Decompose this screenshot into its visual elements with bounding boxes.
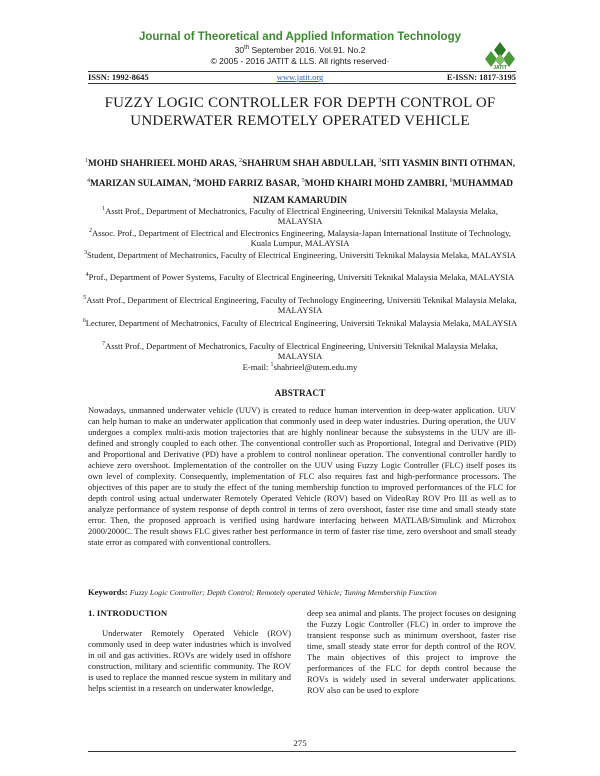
affiliation: $^5$Asstt Prof., Department of Electrical Engineering, Faculty of Technology Engineering, Universiti Teknikal Malaysia Melaka, MALAYSIA <box>83 294 517 316</box>
affiliation: $^4$Prof., Department of Power Systems, Faculty of Electrical Engineering, Universiti Teknikal Malaysia Melaka, MALAYSIA <box>85 271 515 282</box>
page-number: 275 <box>293 738 307 748</box>
section-heading: 1. INTRODUCTION <box>88 608 168 618</box>
author: MOHD FARRIZ BASAR, <box>196 179 302 190</box>
header-rule-bottom <box>88 83 516 84</box>
journal-url-link[interactable]: www.jatit.org <box>276 72 324 82</box>
author: MUHAMMAD NIZAM KAMARUDIN <box>252 179 514 207</box>
intro-column-left: Underwater Remotely Operated Vehicle (ROV) commonly used in deep water industries which is involved in oil and gas activities. ROVs are widely used in offshore construction, military and scientific community. The ROV is used to replace the manned rescue system in military and helps scientist in a research on underwater knowledge, <box>88 628 291 693</box>
issn: ISSN: 1992-8645 <box>88 72 149 82</box>
abstract-body: Nowadays, unmanned underwater vehicle (UUV) is created to reduce human intervention in deep-water application. UUV can help human to make an underwater application that commonly used in deep water industries. During operation, the UUV undergoes a complex multi-axis motion trajectories that are highly nonlinear because the subsystems in the UUV are ill-defined and strongly coupled to each other. The conventional controller such as Proportional, Integral and Derivative (PID) and Proportional and Derivative (PD) have a problem to control nonlinear operation. The conventional controller hardly to achieve zero overshoot. Implementation of the controller on the UUV using Fuzzy Logic Controller (FLC) itself poses its own level of complexity. Consequently, implementation of FLC also requires fast and high-performance processors. The objectives of this paper are to study the effect of the tuning membership function to improved performances of the FLC for depth control using actual underwater Remotely Operated Vehicle (ROV) based on VideoRay ROV Pro III as well as to analyze performance of system response of depth control in terms of zero overshoot, faster rise time and small steady state error. Then, the proposed approach is verified using hardware interfacing between MATLAB/Simulink and Microbox 2000/2000C. The result shows FLC gives rather best performance in term of faster rise time, zero overshoot and small steady state error as compared with conventional controllers. <box>88 405 516 547</box>
author: MOHD KHAIRI MOHD ZAMBRI, <box>304 179 450 190</box>
eissn: E-ISSN: 1817-3195 <box>446 72 516 82</box>
author: SHAHRUM SHAH ABDULLAH, <box>242 159 379 170</box>
keywords: Keywords: Fuzzy Logic Controller; Depth Control; Remotely operated Vehicle; Tuning Membership Function <box>88 587 437 597</box>
copyright-line: © 2005 - 2016 JATIT & LLS. All rights reserved· <box>210 56 390 66</box>
author: MARIZAN SULAIMAN, <box>89 179 194 190</box>
affiliation: $^7$Asstt Prof., Department of Mechatronics, Faculty of Electrical Engineering, Universiti Teknikal Malaysia Melaka, MALAYSIA <box>102 340 498 362</box>
affiliation: $^1$Asstt Prof., Department of Mechatronics, Faculty of Electrical Engineering, Universiti Teknikal Malaysia Melaka, MALAYSIA <box>102 205 498 227</box>
affiliation: $^2$Assoc. Prof., Department of Electrical and Electronics Engineering, Malaysia-Japan International Institute of Technology, Kuala Lumpur, MALAYSIA <box>89 227 511 249</box>
email-link[interactable]: shahrieel@utem.edu.my <box>273 362 358 372</box>
author: MOHD SHAHRIEEL MOHD ARAS, <box>87 159 240 170</box>
paper-title: FUZZY LOGIC CONTROLLER FOR DEPTH CONTROL OF UNDERWATER REMOTELY OPERATED VEHICLE <box>104 95 496 129</box>
author-list: $^1$MOHD SHAHRIEEL MOHD ARAS, $^2$SHAHRUM SHAH ABDULLAH, $^3$SITI YASMIN BINTI OTHMAN, $^4$MARIZAN SULAIMAN, $^4$MOHD FARRIZ BASAR, $^5$MOHD KHAIRI MOHD ZAMBRI, $^6$MUHAMMAD NIZAM KAMARUDIN <box>84 158 516 207</box>
affiliation: $^3$Student, Department of Mechatronics, Faculty of Electrical Engineering, Universiti Teknikal Malaysia Melaka, MALAYSIA <box>84 249 516 260</box>
author: SITI YASMIN BINTI OTHMAN, <box>381 159 516 170</box>
journal-title: Journal of Theoretical and Applied Information Technology <box>138 31 462 43</box>
abstract-heading: ABSTRACT <box>274 389 326 399</box>
contact-email: E-mail: $^1$shahrieel@utem.edu.my <box>242 362 358 372</box>
footer-rule <box>88 751 516 752</box>
issue-date: 30th September 2016. Vol.91. No.2 <box>234 45 366 55</box>
affiliation: $^6$Lecturer, Department of Mechatronics, Faculty of Electrical Engineering, Universiti Teknikal Malaysia Melaka, MALAYSIA <box>82 317 518 328</box>
logo-label: JATIT <box>493 65 507 71</box>
intro-column-right: deep sea animal and plants. The project focuses on designing the Fuzzy Logic Controller (FLC) in order to improve the transient response such as minimum overshoot, faster rise time, small steady state error for depth control of the ROV. The main objectives of this project to improve the performances of the FLC for depth control because the ROVs is widely used in several underwater applications. ROV also can be used to explore <box>307 608 516 695</box>
